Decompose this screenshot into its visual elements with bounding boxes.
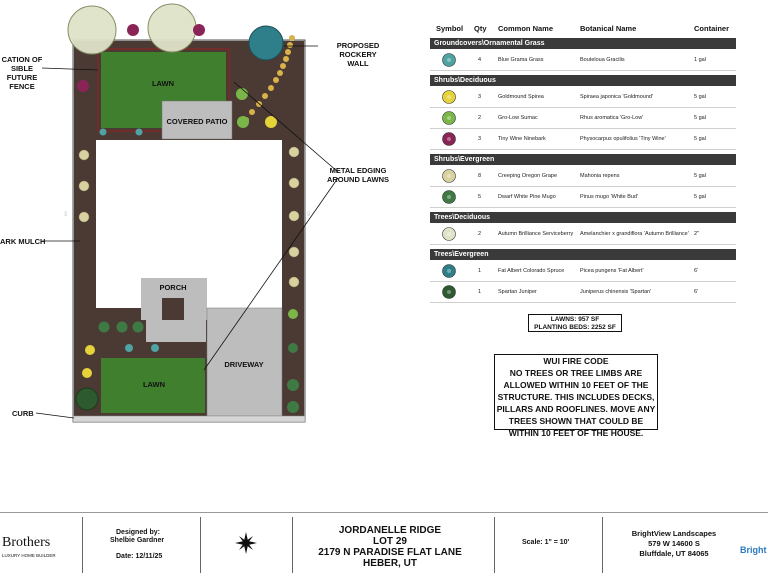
plant-group-header: Shrubs\Deciduous — [430, 75, 736, 86]
header-qty: Qty — [474, 24, 487, 33]
plant-qty: 8 — [478, 173, 482, 179]
rockery-callout-line: WALL — [347, 59, 369, 68]
plant-botanical-name: Rhus aromatica 'Gro-Low' — [580, 115, 644, 121]
plant-group-header: Shrubs\Evergreen — [430, 154, 736, 165]
serviceberry-tree — [148, 4, 196, 52]
pine-mugo-shrub — [133, 322, 144, 333]
colorado-spruce-tree — [249, 26, 283, 60]
header-botanical-name: Botanical Name — [580, 24, 637, 33]
plant-group-header: Trees\Deciduous — [430, 212, 736, 223]
drawing-scale: Scale: 1" = 10' — [522, 539, 570, 546]
divider — [200, 517, 201, 573]
plant-row — [430, 187, 736, 208]
plant-common-name: Spartan Juniper — [498, 289, 537, 295]
plant-row — [430, 166, 736, 187]
plant-common-name: Goldmound Spirea — [498, 94, 544, 100]
sumac-shrub — [236, 88, 248, 100]
pine-mugo-shrub — [117, 322, 128, 333]
company-name: BrightView Landscapes — [631, 529, 717, 538]
fence-callout-line: CATION OF — [1, 55, 43, 64]
serviceberry-tree — [68, 6, 116, 54]
goldmound-spirea-icon — [442, 90, 456, 104]
curb-callout: CURB — [12, 409, 34, 418]
fence-callout — [0, 55, 44, 91]
dwarf-pine-mugo-icon — [442, 190, 456, 204]
pine-mugo-shrub — [287, 401, 299, 413]
plant-container: 5 gal — [694, 194, 706, 200]
plant-botanical-name: Mahonia repens — [580, 173, 620, 179]
lawn-top-label: LAWN — [151, 79, 175, 88]
header-container: Container — [694, 24, 730, 33]
plant-common-name: Dwarf White Pine Mugo — [498, 194, 556, 200]
plant-botanical-name: Spiraea japonica 'Goldmound' — [580, 94, 654, 100]
grama-grass — [136, 129, 143, 136]
wui-fire-code-note — [494, 354, 658, 438]
spirea-shrub — [82, 368, 92, 378]
spartan-juniper-icon — [442, 285, 456, 299]
plant-botanical-name: Picea pungens 'Fat Albert' — [580, 268, 644, 274]
fire-code-line: PILLARS AND ROOFLINES. MOVE ANY — [496, 404, 656, 414]
plant-container: 2" — [694, 231, 700, 237]
builder-logo: Brothers — [2, 535, 51, 550]
header-common-name: Common Name — [498, 24, 554, 33]
dim-left: 60' — [63, 210, 68, 216]
project-city: HEBER, UT — [363, 558, 417, 569]
dim-right: 60' — [306, 210, 311, 216]
gro-low-sumac-icon — [442, 111, 456, 125]
fire-code-line: TREES SHOWN THAT COULD BE — [508, 416, 644, 426]
beds-total: PLANTING BEDS: 2252 SF — [534, 324, 616, 331]
fire-code-line: ALLOWED WITHIN 10 FEET OF THE — [503, 380, 649, 390]
project-lot: LOT 29 — [373, 536, 407, 547]
serviceberry-icon — [442, 227, 456, 241]
plant-qty: 3 — [478, 136, 482, 142]
rockery-callout-line: PROPOSED ROCKERY — [336, 41, 380, 59]
plant-container: 5 gal — [694, 136, 706, 142]
divider — [602, 517, 603, 573]
plant-container: 6' — [694, 289, 699, 295]
plant-botanical-name: Amelanchier x grandiflora 'Autumn Brilliance' — [580, 231, 689, 237]
lawns-total: LAWNS: 957 SF — [550, 316, 600, 323]
plant-container: 1 gal — [694, 57, 706, 63]
tiny-wine-ninebark-icon — [442, 132, 456, 146]
builder-tagline: LUXURY HOME BUILDER — [2, 553, 56, 558]
project-info — [300, 525, 480, 569]
edging-callout-line: AROUND LAWNS — [326, 175, 390, 184]
company-info — [608, 529, 740, 559]
plant-container: 5 gal — [694, 94, 706, 100]
north-arrow-icon — [232, 529, 260, 557]
mulch-callout: ARK MULCH — [0, 237, 46, 246]
plant-qty: 2 — [478, 231, 482, 237]
porch-label: PORCH — [159, 283, 187, 292]
plant-qty: 1 — [478, 268, 482, 274]
plant-botanical-name: Bouteloua Gracilis — [580, 57, 625, 63]
plant-common-name: Autumn Brilliance Serviceberry — [498, 231, 574, 237]
plant-row — [430, 129, 736, 150]
dim-top: 62'-0" — [187, 14, 199, 19]
spirea-shrub — [85, 345, 95, 355]
plant-qty: 3 — [478, 94, 482, 100]
spartan-juniper-tree — [76, 388, 98, 410]
edging-callout — [326, 166, 390, 184]
company-street: 579 W 14600 S — [648, 539, 700, 548]
plant-common-name: Blue Grama Grass — [498, 57, 544, 63]
divider — [292, 517, 293, 573]
plant-row — [430, 224, 736, 245]
driveway-label: DRIVEWAY — [224, 360, 264, 369]
lawn-bottom-label: LAWN — [142, 380, 166, 389]
ninebark-shrub — [77, 80, 89, 92]
plant-row — [430, 282, 736, 303]
plant-row — [430, 87, 736, 108]
divider — [82, 517, 83, 573]
blue-grama-grass-icon — [442, 53, 456, 67]
plant-row — [430, 108, 736, 129]
sumac-shrub — [237, 116, 249, 128]
fence-callout-line: SIBLE FUTURE — [6, 64, 38, 82]
colorado-spruce-icon — [442, 264, 456, 278]
plant-common-name: Creeping Oregon Grape — [498, 173, 558, 179]
plant-group-header: Trees\Evergreen — [430, 249, 736, 260]
plant-row — [430, 261, 736, 282]
plant-botanical-name: Pinus mugo 'White Bud' — [580, 194, 639, 200]
design-date: Date: 12/11/25 — [116, 553, 163, 560]
plant-container: 5 gal — [694, 173, 706, 179]
plant-container: 6' — [694, 268, 699, 274]
grama-grass — [100, 129, 107, 136]
fire-code-line: NO TREES OR TREE LIMBS ARE — [509, 368, 643, 378]
walkway — [146, 320, 206, 342]
grama-grass — [151, 344, 159, 352]
pine-mugo-shrub — [287, 379, 299, 391]
project-address: 2179 N PARADISE FLAT LANE — [318, 547, 462, 558]
fence-callout-line: FENCE — [9, 82, 35, 91]
designed-by-label: Designed by: — [116, 529, 160, 536]
plant-row — [430, 50, 736, 71]
grama-grass — [125, 344, 133, 352]
plant-qty: 4 — [478, 57, 482, 63]
plant-common-name: Gro-Low Sumac — [498, 115, 538, 121]
fire-code-line: STRUCTURE. THIS INCLUDES DECKS, — [497, 392, 655, 402]
fire-code-line: WUI FIRE CODE — [543, 356, 609, 366]
plant-botanical-name: Physocarpus opulifolius 'Tiny Wine' — [580, 136, 666, 142]
edging-callout-line: METAL EDGING — [329, 166, 387, 175]
plant-qty: 2 — [478, 115, 482, 121]
ninebark-shrub — [127, 24, 139, 36]
ninebark-shrub — [193, 24, 205, 36]
plant-common-name: Fat Albert Colorado Spruce — [498, 268, 565, 274]
plant-common-name: Tiny Wine Ninebark — [498, 136, 546, 142]
divider — [494, 517, 495, 573]
company-logo: Bright — [740, 545, 767, 555]
plant-container: 5 gal — [694, 115, 706, 121]
fire-code-line: WITHIN 10 FEET OF THE HOUSE. — [508, 428, 644, 438]
plant-botanical-name: Juniperus chinensis 'Spartan' — [580, 289, 652, 295]
rockery-callout — [318, 41, 398, 68]
area-totals — [528, 314, 622, 332]
oregon-grape-icon — [442, 169, 456, 183]
project-name: JORDANELLE RIDGE — [338, 525, 442, 536]
plant-group-header: Groundcovers\Ornamental Grass — [430, 38, 736, 49]
pine-mugo-shrub — [99, 322, 110, 333]
header-symbol: Symbol — [436, 24, 464, 33]
designer-name: Shelbie Gardner — [110, 537, 165, 544]
curb — [73, 416, 305, 422]
title-block — [0, 512, 768, 577]
covered-patio-label: COVERED PATIO — [166, 117, 228, 126]
plant-qty: 5 — [478, 194, 482, 200]
plant-qty: 1 — [478, 289, 482, 295]
company-city: Bluffdale, UT 84065 — [639, 549, 709, 558]
